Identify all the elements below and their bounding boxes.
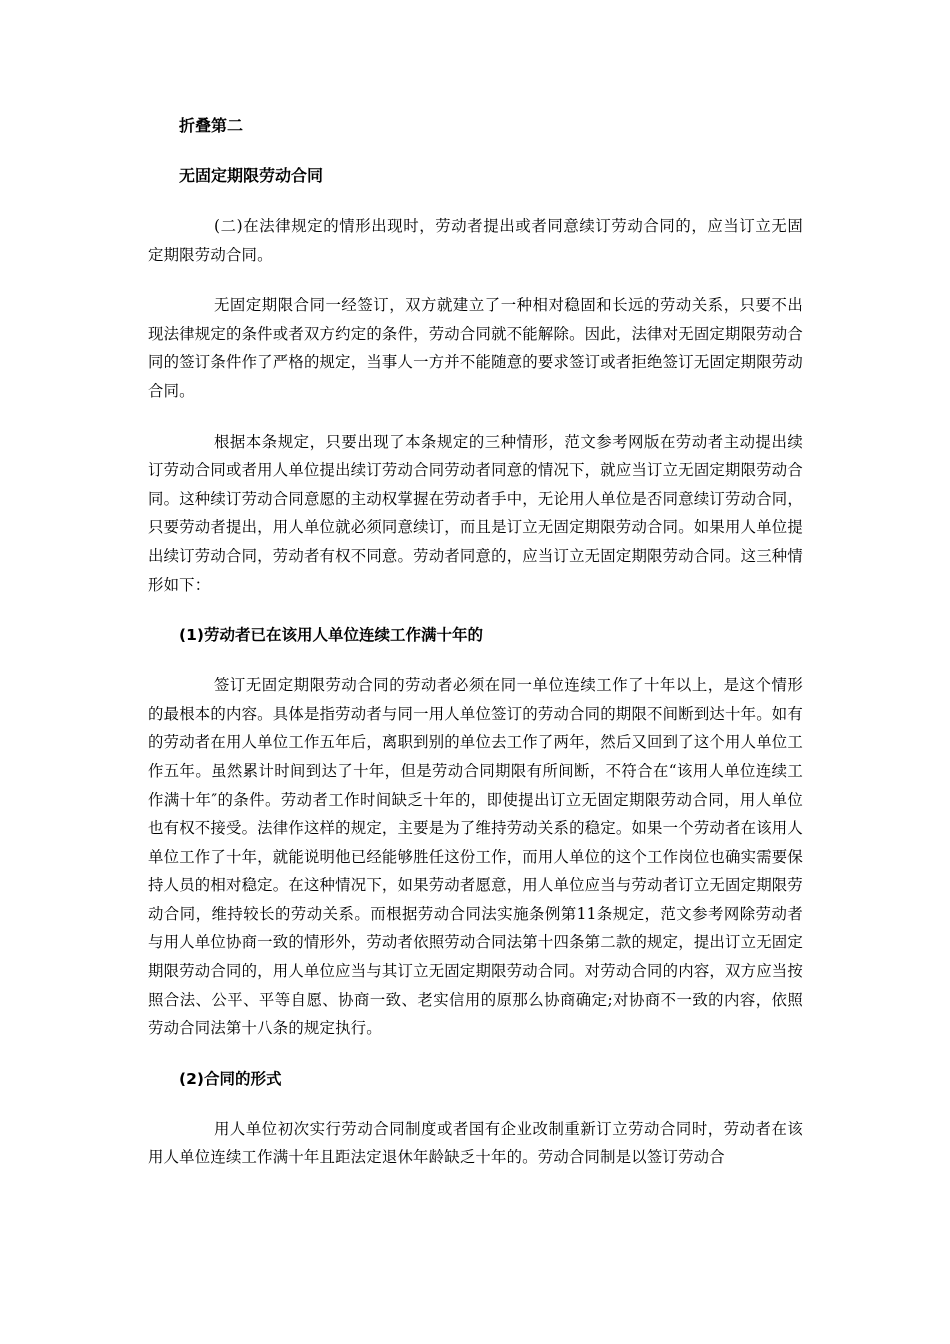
- subheading-contract-form: (2)合同的形式: [179, 1069, 282, 1088]
- paragraph-ten-years-detail: 签订无固定期限劳动合同的劳动者必须在同一单位连续工作了十年以上，是这个情形的最根本的内容。具体是指劳动者与同一用人单位签订的劳动合同的期限不间断到达十年。如有的劳动者在用人单位工作五年后，离职到别的单位去工作了两年，然后又回到了这个用人单位工作五年。虽然累计时间到达了十年，但是劳动合同期限有所间断，不符合在“该用人单位连续工作满十年″的条件。劳动者工作时间缺乏十年的，即使提出订立无固定期限劳动合同，用人单位也有权不接受。法律作这样的规定，主要是为了维持劳动关系的稳定。如果一个劳动者在该用人单位工作了十年，就能说明他已经能够胜任这份工作，而用人单位的这个工作岗位也确实需要保持人员的相对稳定。在这种情况下，如果劳动者愿意，用人单位应当与劳动者订立无固定期限劳动合同，维持较长的劳动关系。而根据劳动合同法实施条例第11条规定，范文参考网除劳动者与用人单位协商一致的情形外，劳动者依照劳动合同法第十四条第二款的规定，提出订立无固定期限劳动合同的，用人单位应当与其订立无固定期限劳动合同。对劳动合同的内容，双方应当按照合法、公平、平等自愿、协商一致、老实信用的原那么协商确定;对协商不一致的内容，依照劳动合同法第十八条的规定执行。: [148, 676, 803, 1038]
- section-title-heading: 无固定期限劳动合同: [179, 166, 324, 185]
- subheading-ten-years: (1)劳动者已在该用人单位连续工作满十年的: [179, 626, 483, 645]
- paragraph-contract-form-detail: 用人单位初次实行劳动合同制度或者国有企业改制重新订立劳动合同时，劳动者在该用人单位连续工作满十年且距法定退休年龄缺乏十年的。劳动合同制是以签订劳动合: [148, 1119, 803, 1167]
- paragraph-contract-stability: 无固定期限合同一经签订，双方就建立了一种相对稳固和长远的劳动关系，只要不出现法律规定的条件或者双方约定的条件，劳动合同就不能解除。因此，法律对无固定期限劳动合同的签订条件作了严格的规定，当事人一方并不能随意的要求签订或者拒绝签订无固定期限劳动合同。: [148, 296, 803, 400]
- document-body: [148, 112, 803, 1194]
- paragraph-three-situations: 根据本条规定，只要出现了本条规定的三种情形，范文参考网版在劳动者主动提出续订劳动合同或者用人单位提出续订劳动合同劳动者同意的情况下，就应当订立无固定期限劳动合同。这种续订劳动合同意愿的主动权掌握在劳动者手中，无论用人单位是否同意续订劳动合同，只要劳动者提出，用人单位就必须同意续订，而且是订立无固定期限劳动合同。如果用人单位提出续订劳动合同，劳动者有权不同意。劳动者同意的，应当订立无固定期限劳动合同。这三种情形如下：: [148, 432, 803, 594]
- section-fold-heading: 折叠第二: [179, 116, 244, 135]
- paragraph-clause-two: (二)在法律规定的情形出现时，劳动者提出或者同意续订劳动合同的，应当订立无固定期限劳动合同。: [148, 217, 803, 264]
